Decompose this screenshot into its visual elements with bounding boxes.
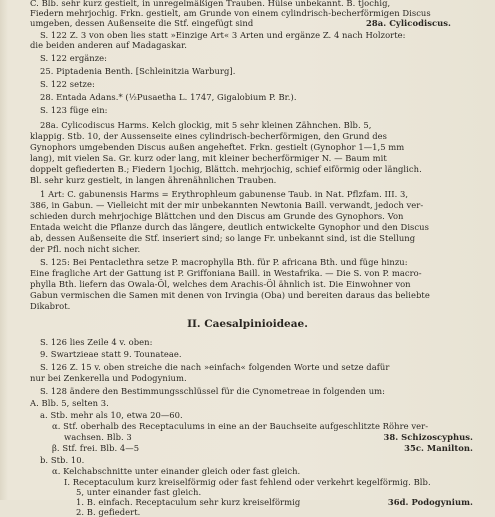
genus-label-podogynium: 36d. Podogynium. <box>387 497 473 507</box>
text-line-21: ab, dessen Außenseite die Stf. inseriert sind; so lange Fr. unbekannt sind, ist die Stellung <box>30 233 416 243</box>
text-line-41: I. Receptaculum kurz kreiselförmig oder fast fehlend oder verkehrt kegelförmig. Blb. <box>64 477 431 487</box>
text-line-26: Gabun vermischen die Samen mit denen von Irvingia (Oba) und bereiten daraus das beliebte <box>30 290 430 300</box>
text-line-4: S. 122 Z. 3 von oben lies statt »Einzige Art« 3 Arten und ergänze Z. 4 nach Holzorte: <box>40 30 406 40</box>
text-line-14: lang), mit vielen Sa. Gr. kurz oder lang, mit kleiner becherförmiger N. — Baum mit <box>30 153 387 163</box>
text-line-15: doppelt gefiederten B.; Fiedern 1jochig, Blättch. mehrjochig, schief eiförmig oder länglich. <box>30 164 422 174</box>
text-line-35: a. Stb. mehr als 10, etwa 20—60. <box>40 410 183 420</box>
text-line-40: α. Kelchabschnitte unter einander gleich oder fast gleich. <box>52 466 301 476</box>
text-line-17: 1 Art: C. gabunensis Harms = Erythrophleum gabunense Taub. in Nat. Pflzfam. III. 3, <box>40 189 409 199</box>
text-line-11: 28a. Cylicodiscus Harms. Kelch glockig, mit 5 sehr kleinen Zähnchen. Blb. 5, <box>40 120 372 130</box>
text-line-9: 28. Entada Adans.* (½Pusaetha L. 1747, Gigalobium P. Br.). <box>40 92 297 102</box>
text-line-29: S. 126 lies Zeile 4 v. oben: <box>40 337 153 347</box>
text-line-12: klappig. Stb. 10, der Aussenseite eines cylindrisch-becherförmigen, den Grund des <box>30 131 387 141</box>
text-line-38: β. Stf. frei. Blb. 4—5 35c. Manilton. <box>52 443 473 453</box>
text-line-34: A. Blb. 5, selten 3. <box>30 398 109 408</box>
text-line-36: α. Stf. oberhalb des Receptaculums in eine an der Bauchseite aufgeschlitzte Röhre ver- <box>52 421 429 431</box>
text-line-33: S. 128 ändere den Bestimmungsschlüssel für die Cynometreae in folgenden um: <box>40 386 386 396</box>
section-heading: II. Caesalpinioideae. <box>187 318 308 330</box>
text-line-31: S. 126 Z. 15 v. oben streiche die nach »einfach« folgenden Worte und setze dafür <box>40 362 390 372</box>
text-line-16: Bl. sehr kurz gestielt, in langen ährenähnlichen Trauben. <box>30 175 277 185</box>
text-line-7: 25. Piptadenia Benth. [Schleinitzia Warburg]. <box>40 66 236 76</box>
text-line-25: phylla Bth. liefern das Owala-Öl, welches dem Arachis-Öl ähnlich ist. Die Einwohner von <box>30 279 411 289</box>
text-line-13: Gynophors umgebenden Discus außen angeheftet. Frkn. gestielt (Gynophor 1—1,5 mm <box>30 142 405 152</box>
text-line-42: 5, unter einander fast gleich. <box>76 487 202 497</box>
text-line-20: Entada weicht die Pflanze durch das längere, deutlich entwickelte Gynophor und den Discus <box>30 222 429 232</box>
text-line-43: 1. B. einfach. Receptaculum sehr kurz kreiselförmig 36d. Podogynium. <box>76 497 473 507</box>
text-line-44: 2. B. gefiedert. <box>76 507 141 517</box>
text-line-5: die beiden anderen auf Madagaskar. <box>30 40 187 50</box>
text-line-2: Fiedern mehrjochig. Frkn. gestielt, am Grunde von einem cylindrisch-becherförmigen Discus <box>30 8 431 18</box>
text-line-19: schieden durch mehrjochige Blättchen und den Discus am Grunde des Gynophors. Von <box>30 211 404 221</box>
text-line-10: S. 123 füge ein: <box>40 105 108 115</box>
text-line-24: Eine fragliche Art der Gattung ist P. Griffoniana Baill. in Westafrika. — Die S. von P. macro- <box>30 268 422 278</box>
text-line-27: Dikabrot. <box>30 301 71 311</box>
text-line-32: nur bei Zenkerella und Podogynium. <box>30 373 187 383</box>
text-line-22: der Pfl. noch nicht sicher. <box>30 244 141 254</box>
genus-label-schizoscyphus: 38. Schizoscyphus. <box>383 432 473 442</box>
text-line-37: wachsen. Blb. 3 38. Schizoscyphus. <box>64 432 473 442</box>
genus-label-cylicodiscus: 28a. Cylicodiscus. <box>366 18 451 28</box>
text-line-30: 9. Swartzieae statt 9. Tounateae. <box>40 349 182 359</box>
text-line-6: S. 122 ergänze: <box>40 53 108 63</box>
text-line-39: b. Stb. 10. <box>40 455 85 465</box>
text-line-18: 386, in Gabun. — Vielleicht mit der mir unbekannten Newtonia Baill. verwandt, jedoch ver- <box>30 200 424 210</box>
text-line-8: S. 122 setze: <box>40 79 95 89</box>
text-line-23: S. 125: Bei Pentaclethra setze P. macrophylla Bth. für P. africana Bth. und füge hinzu: <box>40 257 408 267</box>
text-line-1: C. Blb. sehr kurz gestielt, in unregelmäßigen Trauben. Hülse unbekannt. B. tjochig, <box>30 0 391 8</box>
genus-label-manilton: 35c. Manilton. <box>404 443 473 453</box>
text-line-3: umgeben, dessen Außenseite die Stf. eingefügt sind 28a. Cylicodiscus. <box>30 18 451 28</box>
